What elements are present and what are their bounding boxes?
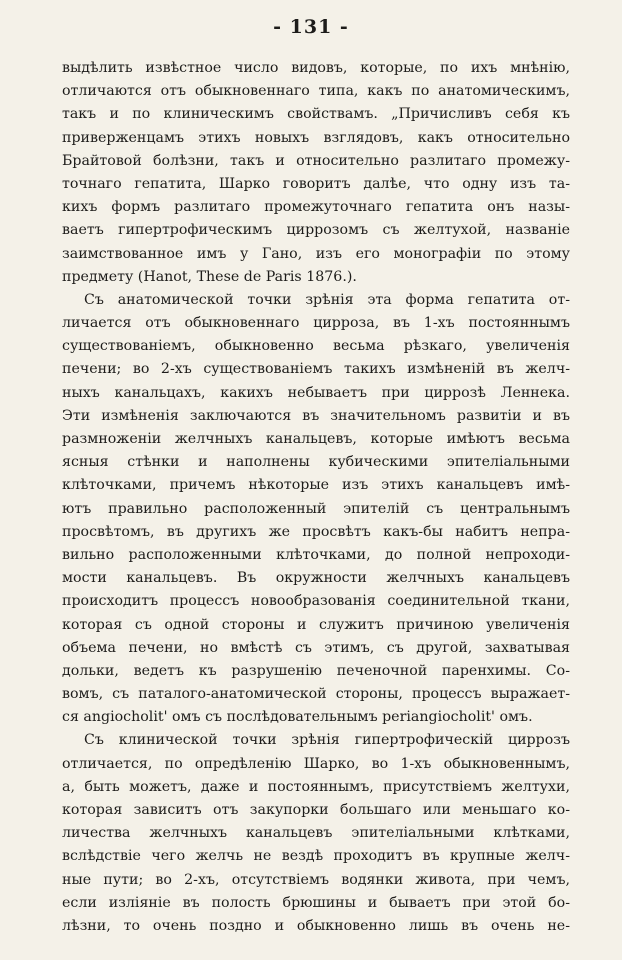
text-line: вомъ, съ паталого-анатомической стороны, процессъ выражает-	[62, 686, 570, 703]
text-line: которая зависитъ отъ закупорки большаго или меньшаго ко-	[62, 802, 570, 818]
text-line: существованіемъ, обыкновенно весьма рѣзкаго, увеличенія	[62, 338, 570, 355]
text-line: вильно расположенными клѣточками, до полной непроходи-	[62, 546, 570, 563]
text-line: если изліяніе въ полость брюшины и бываетъ при этой бо-	[62, 894, 570, 911]
text-line: размноженіи желчныхъ канальцевъ, которые имѣютъ весьма	[62, 431, 570, 447]
body-text	[62, 57, 570, 938]
text-line: точнаго гепатита, Шарко говоритъ далѣе, что одну изъ та-	[62, 175, 570, 192]
text-line: Съ клинической точки зрѣнія гипертрофическій циррозъ	[84, 732, 570, 749]
text-line: такъ и по клиническимъ свойствамъ. „Причисливъ себя къ	[62, 106, 570, 123]
text-line: выдѣлить извѣстное число видовъ, которые, по ихъ мнѣнію,	[62, 60, 570, 76]
text-line: личается отъ обыкновеннаго цирроза, въ 1-хъ постояннымъ	[62, 315, 570, 332]
text-line: ныхъ канальцахъ, какихъ небываетъ при циррозѣ Леннека.	[62, 384, 570, 401]
text-line: вслѣдствіе чего желчь не вездѣ проходитъ въ крупные желч-	[62, 848, 570, 865]
text-line: отличаются отъ обыкновеннаго типа, какъ по анатомическимъ,	[62, 83, 570, 100]
text-line: Эти измѣненія заключаются въ значительномъ развитіи и въ	[62, 407, 570, 424]
text-line: клѣточками, причемъ нѣкоторые изъ этихъ канальцевъ имѣ-	[62, 477, 570, 494]
text-line: ся angiocholit' омъ съ послѣдовательнымъ periangiocholit' омъ.	[62, 709, 533, 726]
text-line: печени; во 2-хъ существованіемъ такихъ измѣненій въ желч-	[62, 361, 570, 378]
text-line: приверженцамъ этихъ новыхъ взглядовъ, какъ относительно	[62, 129, 570, 146]
text-line: кихъ формъ разлитаго промежуточнаго гепатита онъ назы-	[62, 199, 570, 216]
text-line: ютъ правильно расположенный эпителій съ центральнымъ	[62, 500, 570, 517]
text-line: Брайтовой болѣзни, такъ и относительно разлитаго промежу-	[62, 152, 570, 169]
text-line: происходитъ процессъ новообразованія соединительной ткани,	[62, 593, 570, 610]
page-number: - 131 -	[273, 16, 349, 38]
text-line: дольки, ведетъ къ разрушенію печеночной паренхимы. Со-	[62, 662, 570, 679]
text-line: объема печени, но вмѣстѣ съ этимъ, съ другой, захватывая	[62, 639, 570, 656]
text-line: ваетъ гипертрофическимъ циррозомъ съ желтухой, названіе	[62, 222, 570, 239]
text-line: личества желчныхъ канальцевъ эпителіальными клѣтками,	[62, 825, 570, 842]
text-line: которая съ одной стороны и служитъ причиною увеличенія	[62, 616, 570, 633]
text-line: просвѣтомъ, въ другихъ же просвѣтъ какъ-бы набитъ непра-	[62, 523, 570, 540]
text-line: предмету (Hanot, These de Paris 1876.).	[62, 268, 357, 285]
text-line: а, быть можетъ, даже и постояннымъ, присутствіемъ желтухи,	[62, 778, 570, 795]
text-line: ясныя стѣнки и наполнены кубическими эпителіальными	[62, 454, 570, 471]
text-line: отличается, по опредѣленію Шарко, во 1-хъ обыкновеннымъ,	[62, 755, 570, 772]
text-line: Съ анатомической точки зрѣнія эта форма гепатита от-	[84, 291, 570, 308]
text-line: мости канальцевъ. Въ окружности желчныхъ канальцевъ	[62, 570, 570, 587]
text-line: лѣзни, то очень поздно и обыкновенно лишь въ очень не-	[62, 917, 570, 934]
text-line: ные пути; во 2-хъ, отсутствіемъ водянки живота, при чемъ,	[62, 871, 570, 888]
text-line: заимствованное имъ у Гано, изъ его монографіи по этому	[62, 245, 570, 262]
